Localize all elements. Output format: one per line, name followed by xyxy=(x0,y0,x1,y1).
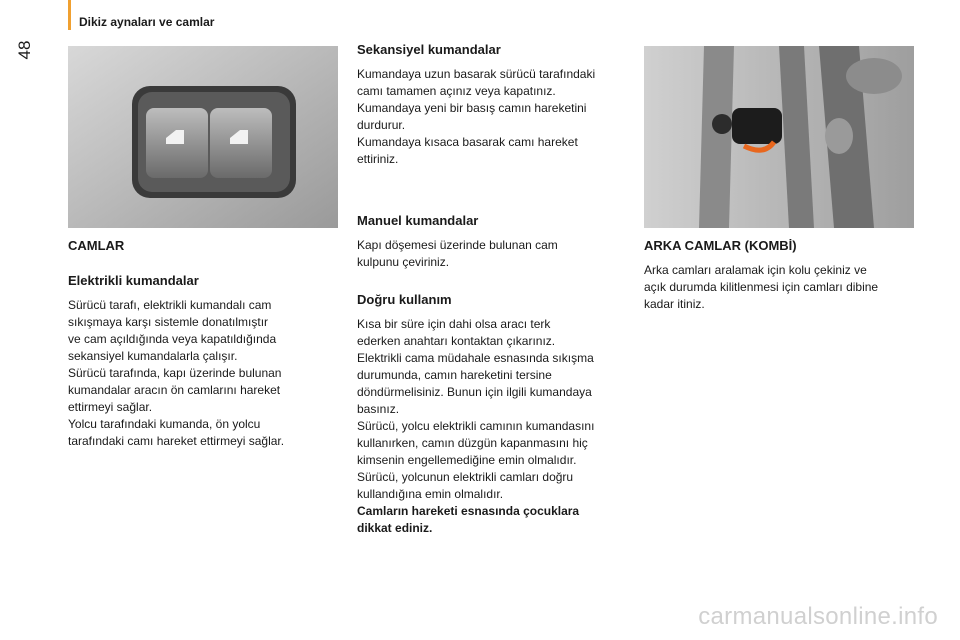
section-header: Dikiz aynaları ve camlar xyxy=(79,15,215,29)
sequential-controls-title: Sekansiyel kumandalar xyxy=(357,42,501,57)
window-switch-illustration xyxy=(68,46,338,228)
correct-usage-title: Doğru kullanım xyxy=(357,292,452,307)
electric-controls-body: Sürücü tarafı, elektrikli kumandalı cam sıkışmaya karşı sistemle donatılmıştır ve cam açıldığında veya kapatıldığında sekansiyel kumandalarla çalışır. Sürücü tarafında, kapı üzerinde bulunan kumandalar aracın ön camlarını hareket ettirmeyi sağlar. Yolcu tarafındaki kumanda, ön yolcu tarafındaki camı hareket ettirmeyi sağlar. xyxy=(68,298,285,448)
watermark: carmanualsonline.info xyxy=(698,603,938,630)
camlar-title: CAMLAR xyxy=(68,238,125,253)
rear-window-latch-drawing xyxy=(644,46,914,228)
manual-controls-title: Manuel kumandalar xyxy=(357,213,479,228)
header-accent-bar xyxy=(68,0,71,30)
manual-controls-body: Kapı döşemesi üzerinde bulunan cam kulpunu çeviriniz. xyxy=(357,238,558,269)
left-column xyxy=(68,238,340,450)
rear-windows-body: Arka camları aralamak için kolu çekiniz ve açık durumda kilitlenmesi için camları dibine kadar itiniz. xyxy=(644,263,879,311)
correct-usage-body: Kısa bir süre için dahi olsa aracı terk ederken anahtarı kontaktan çıkarınız. Elektrikli cama müdahale esnasında sıkışma durumunda, camın hareketini tersine döndürmelisiniz. Bunun için ilgili kumandaya basınız. Sürücü, yolcu elektrikli camının kumandasını kullanırken, camın düzgün kapanmasını hiç kimsenin engellemediğine emin olmalıdır. Sürücü, yolcunun elektrikli camları doğru kullandığına emin olmalıdır. xyxy=(357,317,595,501)
child-warning: Camların hareketi esnasında çocuklara dikkat ediniz. xyxy=(357,504,580,535)
rear-windows-title: ARKA CAMLAR (KOMBİ) xyxy=(644,238,797,253)
right-column xyxy=(644,238,916,313)
rear-window-latch-illustration xyxy=(644,46,914,228)
electric-controls-title: Elektrikli kumandalar xyxy=(68,273,199,288)
sequential-controls-body: Kumandaya uzun basarak sürücü tarafındaki camı tamamen açınız veya kapatınız. Kumandaya yeni bir basış camın hareketini durdurur. Kumandaya kısaca basarak camı hareket ettiriniz. xyxy=(357,67,596,166)
page-number: 48 xyxy=(15,40,34,60)
window-switch-drawing xyxy=(68,46,338,228)
middle-column xyxy=(357,42,632,537)
